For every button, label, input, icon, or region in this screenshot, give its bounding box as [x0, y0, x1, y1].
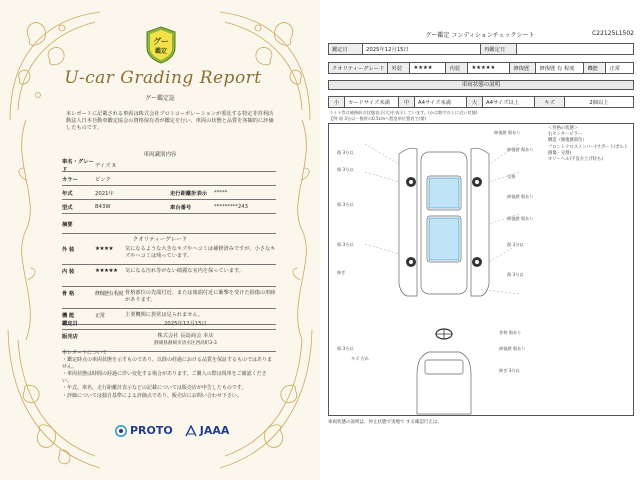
repair-value: 修復歴 有 程度	[536, 63, 584, 74]
vehicle-year-value: 2021年	[95, 190, 114, 197]
diagram-label: 修復歴 傷あり	[507, 194, 534, 199]
mileage-value: *****	[214, 189, 228, 196]
goo-kantei-seal-icon	[145, 26, 177, 64]
remark-line: ＜骨格の状態＞	[548, 126, 579, 131]
func-value: 正常	[606, 63, 634, 74]
vehicle-name-value: デイズ X	[95, 162, 116, 169]
diagram-label: 交換	[507, 174, 516, 179]
dent-value: 2個以上	[565, 97, 634, 108]
vehicle-color-value: ピンク	[95, 176, 111, 183]
vehicle-diagram	[329, 124, 635, 417]
chassis-label: 車台番号	[170, 204, 192, 211]
note-item: ・鑑定時点の車両状態を示すものであり、以降の経過における品質を保証するものではありません。	[62, 357, 273, 371]
diagram-label: 傷 3分以	[337, 202, 354, 207]
remark-line: 構造（修復歴部位）	[548, 138, 587, 144]
quality-row-interior	[62, 265, 276, 287]
dealer-address: 静岡県静岡市清水区西高町3-3	[154, 341, 217, 346]
vehicle-color-label: カラー	[62, 176, 78, 183]
vehicle-year-label: 年式	[62, 190, 73, 197]
remark-line: オリーヘル(不良方上げ状も)	[548, 157, 603, 163]
size-large-label: 大	[467, 97, 483, 108]
quality-desc: 気になる汚れ等がない綺麗な室内を保っています。	[125, 268, 244, 274]
note-item: ・車両状態は時間の経過に伴い変化する場合があります。ご購入の際は現車をご確認ください。	[62, 371, 267, 385]
remark-line: 右センターピラー	[548, 132, 583, 138]
vehicle-color-row	[62, 172, 276, 186]
vehicle-name-label: 車名・グレード	[62, 158, 94, 173]
diagram-label: 傷 3分以	[507, 242, 524, 247]
frame-remarks	[548, 126, 632, 163]
vehicle-diagram-box	[328, 123, 634, 416]
chassis-value: *********243	[214, 203, 248, 210]
diagram-label: 修復歴 傷あり	[499, 346, 526, 351]
remark-line: フロントクロスメンバー(サポート/ボルト損傷・分割)	[548, 144, 629, 156]
dent-label: キズ	[535, 97, 565, 108]
size-large-desc: A4サイズ以上	[483, 97, 535, 108]
proto-mark-icon	[115, 425, 127, 437]
state-section-head: 車両状態の説明	[328, 80, 634, 90]
quality-section-title: クオリティーグレード	[132, 237, 188, 243]
quality-stars: ★★★★	[95, 246, 114, 252]
ext-value: ★★★★	[410, 63, 446, 74]
int-label: 内装	[446, 63, 468, 74]
appraisal-date-row	[62, 316, 276, 330]
grade-label: クオリティーグレード	[329, 63, 388, 74]
size-medium-label: 中	[399, 97, 415, 108]
diagram-label: 修復歴 傷あり	[507, 147, 534, 152]
vehicle-notes-row	[62, 214, 276, 234]
dealer-name: 株式会社 長島商会 本店	[157, 333, 214, 339]
sheet-footer: 車両状態の説明は、停止状態で実地で する確認行えは。	[328, 420, 442, 425]
vehicle-info-table	[62, 158, 276, 234]
quality-stars: 正常	[95, 313, 105, 319]
diagram-label: 修ぎ 3分以	[499, 368, 520, 373]
sheet-grade-table	[328, 62, 634, 74]
repair-label: 修復歴	[510, 63, 536, 74]
sheet-reappraisal-label: 再鑑定日	[481, 44, 517, 55]
jaaa-logo: JAAA	[185, 424, 230, 437]
condition-check-sheet	[320, 0, 640, 480]
func-label: 機能	[584, 63, 606, 74]
quality-row-frame	[62, 287, 276, 309]
sheet-title: グー鑑定 コンディションチェックシート	[425, 32, 535, 39]
note-item: ・年式、車名、走行距離計表示などの記載については販売店が申告したものです。	[62, 385, 247, 392]
quality-label: 機 能	[62, 313, 75, 319]
diagram-label: 傷 3分以	[507, 272, 524, 277]
appraisal-date-value: 2025年12月15日	[164, 320, 207, 327]
legend-note-2: 【例 項 3分以一箇所の0.5cmへ程度単位置表で(傷)	[329, 116, 427, 121]
sheet-date-table	[328, 43, 634, 55]
note-item: ・評価については独自基準による評価点であり、販売店にお問い合わせ下さい。	[62, 392, 242, 399]
ext-label: 外装	[388, 63, 410, 74]
quality-label: 骨 格	[62, 291, 75, 297]
model-value: B43W	[95, 203, 111, 210]
sheet-date-label: 鑑定日	[329, 44, 363, 55]
vehicle-model-row	[62, 200, 276, 214]
diagram-label: 修ぎ	[337, 270, 346, 275]
size-legend-table	[328, 96, 634, 108]
quality-label: 内 装	[62, 269, 75, 275]
diagram-label: 骨格 傷あり	[499, 330, 522, 335]
vehicle-year-row	[62, 186, 276, 200]
quality-row-exterior	[62, 243, 276, 265]
dealer-label: 販売店	[62, 334, 78, 340]
size-small-desc: カードサイズ未満	[345, 97, 399, 108]
svg-text:グー: グー	[153, 37, 169, 46]
diagram-label: 傷 3分以	[337, 150, 354, 155]
footer-logos	[115, 424, 229, 437]
proto-logo: PROTO	[115, 424, 173, 437]
size-medium-desc: A4サイズ未満	[415, 97, 467, 108]
sheet-code: C22125L1502	[592, 30, 634, 37]
mileage-label: 走行距離計表示	[170, 190, 208, 197]
quality-stars: ★★★★★	[95, 268, 118, 274]
certificate-intro: 本レポートに記載される車両は株式会社プロトコーポレーションが委託する特定非営利活動法人日本自動車鑑定協会の資格保有者が鑑定を行い、車両の状態と品質を客観的に評価したものです。	[66, 111, 274, 132]
quality-label: 外 装	[62, 247, 75, 253]
report-notes	[62, 350, 276, 400]
quality-grade-table	[62, 243, 276, 325]
diagram-label: 修復歴 傷あり	[494, 130, 521, 135]
legend-note: ライト等は補修前の状態表示(大)を表示しています。(かは数字の上に近い状態)	[329, 110, 478, 115]
diagram-label: 傷 3分以	[337, 242, 354, 247]
svg-text:鑑定: 鑑定	[154, 48, 168, 55]
diagram-label: 傷 3分以	[337, 346, 354, 351]
quality-desc: 気になるような大きなキズやヘコミは補修済みですが、小さなキズやヘコミは残っています。	[125, 246, 276, 260]
diagram-label: 傷 3分以	[337, 167, 354, 172]
diagram-label: 修復歴 傷あり	[507, 216, 534, 221]
model-label: 型式	[62, 204, 73, 211]
dealer-info	[95, 332, 276, 348]
certificate-subtitle: グー鑑定証	[144, 95, 175, 102]
notes-title: 本レポートについて	[62, 350, 107, 356]
appraisal-info-table	[62, 316, 276, 352]
quality-desc: 骨格部位の先端付近、または後端付近に衝撃を受けた損傷の形跡があります。	[125, 290, 276, 304]
appraisal-date-label: 鑑定日	[62, 320, 78, 327]
quality-stars: 修復歴有 程度	[95, 291, 124, 297]
diagram-label: キズ 汚れ	[351, 356, 369, 361]
report-title: U-car Grading Report	[64, 68, 262, 88]
notes-label: 摘要	[62, 221, 73, 228]
vehicle-name-row	[62, 158, 276, 172]
int-value: ★★★★★	[468, 63, 510, 74]
sheet-date-value: 2025年12月15日	[363, 44, 481, 55]
vehicle-section-title: 車両識別内容	[143, 152, 177, 158]
size-small-label: 小	[329, 97, 345, 108]
jaaa-mark-icon	[185, 425, 197, 437]
dealer-row	[62, 330, 276, 352]
quality-desc: 主要機関に異常は見られません。	[125, 312, 204, 318]
